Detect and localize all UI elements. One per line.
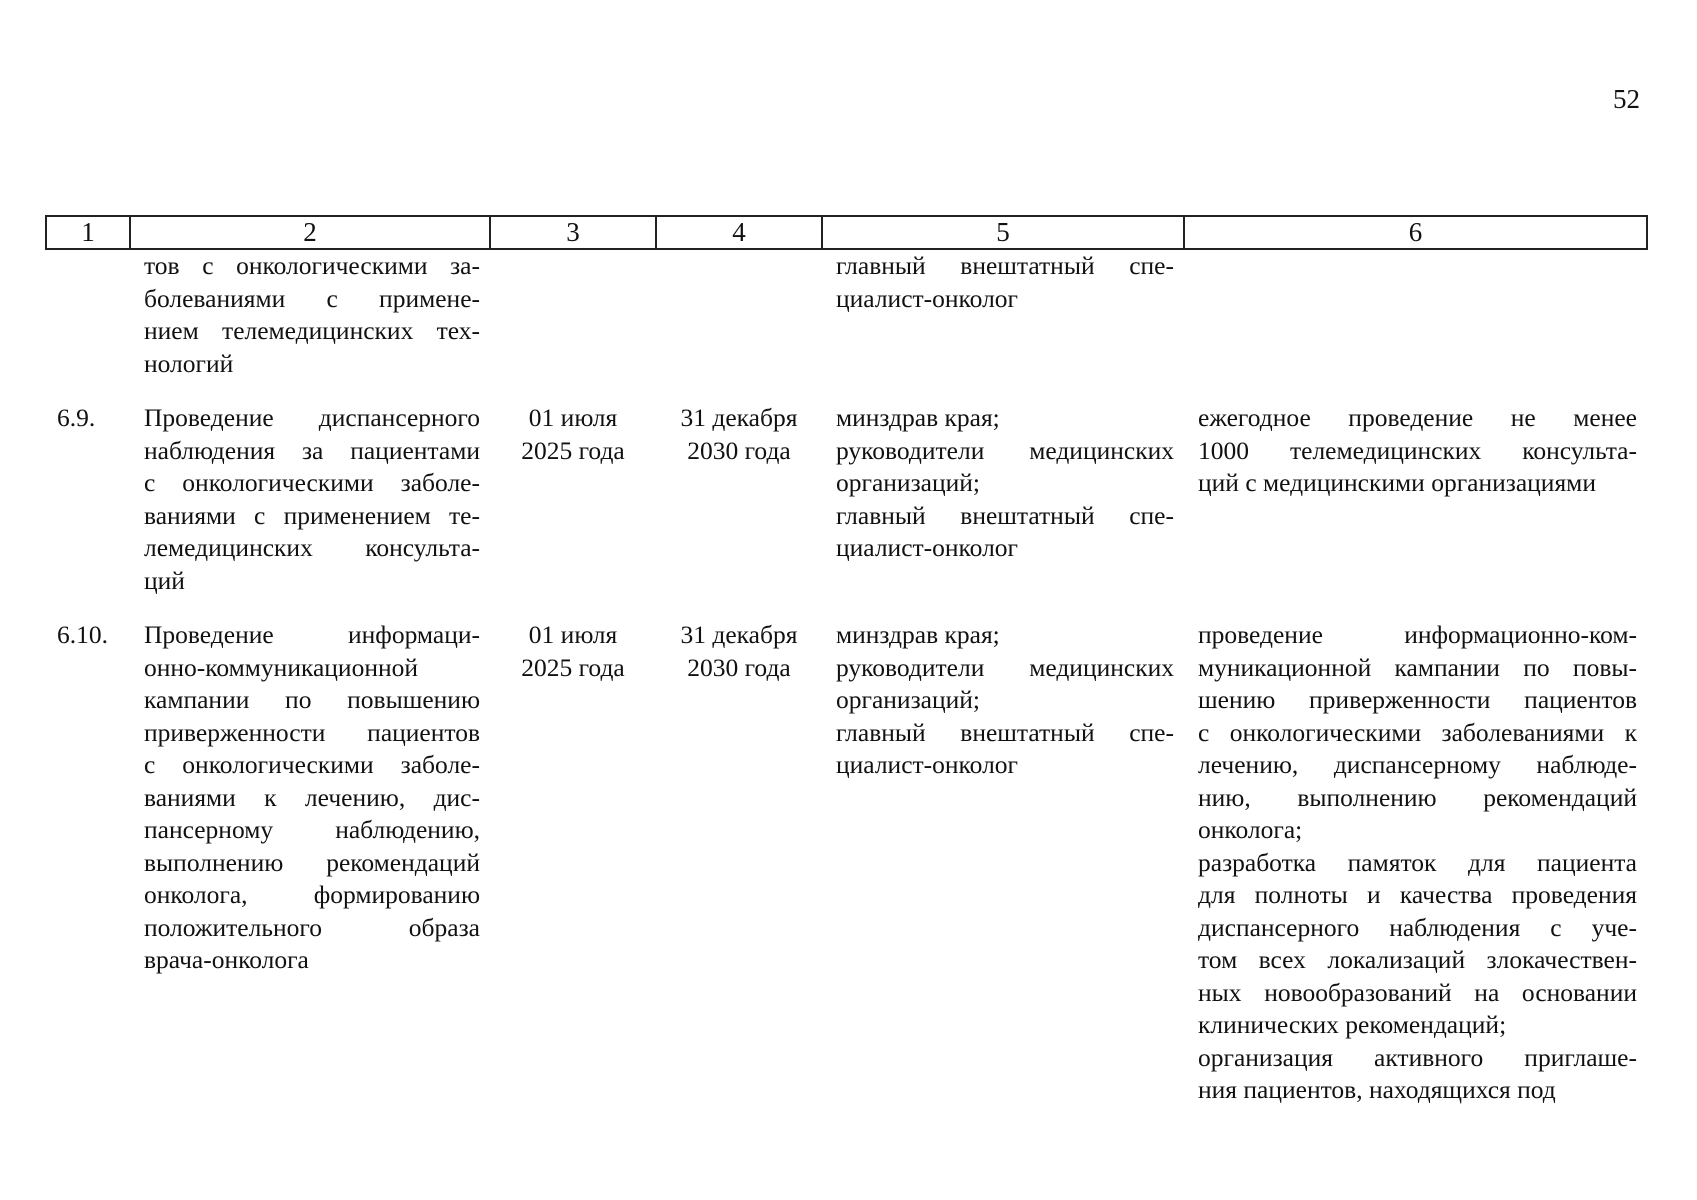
activity-cell — [130, 249, 490, 380]
text-line: 2030 года — [687, 435, 791, 465]
row-spacer — [46, 380, 1647, 402]
text-line: для полноты и качества проведения — [1198, 880, 1637, 909]
end-date-cell — [656, 402, 822, 597]
plan-table — [45, 215, 1648, 1107]
text-line: ваниями к лечению, дис- — [144, 782, 480, 812]
header-col-4: 4 — [656, 216, 822, 249]
start-date-cell — [490, 619, 656, 1107]
text-line: онколога, формированию — [144, 880, 480, 909]
row-spacer — [46, 597, 1647, 619]
text-line: врача-онколога — [144, 945, 309, 974]
activity-cell — [130, 619, 490, 1107]
text-line: главный внештатный спе- — [836, 500, 1174, 530]
table-row — [46, 402, 1647, 597]
text-line: 01 июля — [528, 403, 618, 432]
header-col-1: 1 — [46, 216, 130, 249]
text-line: кампании по повышению — [144, 685, 480, 714]
text-line: ных новообразований на основании — [1198, 977, 1637, 1007]
text-line: ежегодное проведение не менее — [1198, 403, 1637, 432]
text-line: Проведение диспансерного — [144, 403, 480, 432]
text-line: положительного образа — [144, 912, 480, 942]
header-col-2: 2 — [130, 216, 490, 249]
text-line: организаций; — [836, 685, 980, 714]
page-number: 52 — [1613, 84, 1640, 114]
text-line: циалист-онколог — [836, 750, 1018, 779]
result-cell — [1184, 249, 1647, 380]
responsible-cell — [822, 619, 1184, 1107]
text-line: лемедицинских консульта- — [144, 533, 480, 562]
text-line: шению приверженности пациентов — [1198, 685, 1637, 714]
text-line: организация активного приглаше- — [1198, 1042, 1637, 1072]
text-line: тов с онкологическими за- — [144, 251, 480, 280]
text-line: том всех локализаций злокачествен- — [1198, 945, 1637, 974]
text-line: 1000 телемедицинских консульта- — [1198, 435, 1637, 465]
activity-cell — [130, 402, 490, 597]
text-line: с онкологическими заболе- — [144, 750, 480, 779]
text-line: 2025 года — [521, 435, 625, 465]
text-line: клинических рекомендаций; — [1198, 1010, 1507, 1039]
text-line: 2025 года — [521, 652, 625, 682]
result-cell — [1184, 402, 1647, 597]
text-line: диспансерного наблюдения с уче- — [1198, 912, 1637, 942]
text-line: 2030 года — [687, 652, 791, 682]
text-line: 31 декабря — [680, 403, 798, 432]
text-line: приверженности пациентов — [144, 717, 480, 747]
text-line: ций — [144, 565, 185, 595]
text-line: руководители медицинских — [836, 435, 1174, 465]
text-line: лечению, диспансерному наблюде- — [1198, 750, 1637, 779]
text-line: наблюдения за пациентами — [144, 435, 480, 465]
result-cell — [1184, 619, 1647, 1107]
table-row — [46, 249, 1647, 380]
text-line: с онкологическими заболе- — [144, 468, 480, 497]
text-line: циалист-онколог — [836, 533, 1018, 562]
table-header-row — [46, 216, 1647, 249]
text-line: муникационной кампании по повы- — [1198, 652, 1637, 682]
start-date-cell — [490, 249, 656, 380]
item-number: 6.10. — [57, 620, 108, 649]
text-line: нию, выполнению рекомендаций — [1198, 782, 1637, 812]
text-line: организаций; — [836, 468, 980, 497]
text-line: пансерному наблюдению, — [144, 815, 480, 844]
text-line: разработка памяток для пациента — [1198, 847, 1637, 877]
text-line: минздрав края; — [836, 403, 1000, 432]
text-line: главный внештатный спе- — [836, 251, 1174, 280]
text-line: ций с медицинскими организациями — [1198, 468, 1596, 497]
responsible-cell — [822, 249, 1184, 380]
text-line: циалист-онколог — [836, 283, 1018, 313]
start-date-cell — [490, 402, 656, 597]
text-line: нием телемедицинских тех- — [144, 316, 480, 345]
item-number — [46, 249, 130, 380]
table-row — [46, 619, 1647, 1107]
text-line: болеваниями с примене- — [144, 283, 480, 313]
text-line: онно-коммуникационной — [144, 652, 419, 682]
responsible-cell — [822, 402, 1184, 597]
end-date-cell — [656, 619, 822, 1107]
text-line: главный внештатный спе- — [836, 717, 1174, 747]
item-number: 6.9. — [57, 403, 96, 432]
table-body — [46, 249, 1647, 1107]
text-line: выполнению рекомендаций — [144, 847, 480, 877]
text-line: нологий — [144, 348, 234, 378]
header-col-5: 5 — [822, 216, 1184, 249]
text-line: 31 декабря — [680, 620, 798, 649]
header-col-6: 6 — [1184, 216, 1647, 249]
text-line: 01 июля — [528, 620, 618, 649]
header-col-3: 3 — [490, 216, 656, 249]
end-date-cell — [656, 249, 822, 380]
text-line: онколога; — [1198, 815, 1303, 844]
text-line: Проведение информаци- — [144, 620, 480, 649]
text-line: ваниями с применением те- — [144, 500, 480, 530]
text-line: ния пациентов, находящихся под — [1198, 1075, 1556, 1104]
text-line: минздрав края; — [836, 620, 1000, 649]
text-line: проведение информационно-ком- — [1198, 620, 1637, 649]
text-line: руководители медицинских — [836, 652, 1174, 682]
text-line: с онкологическими заболеваниями к — [1198, 717, 1637, 747]
